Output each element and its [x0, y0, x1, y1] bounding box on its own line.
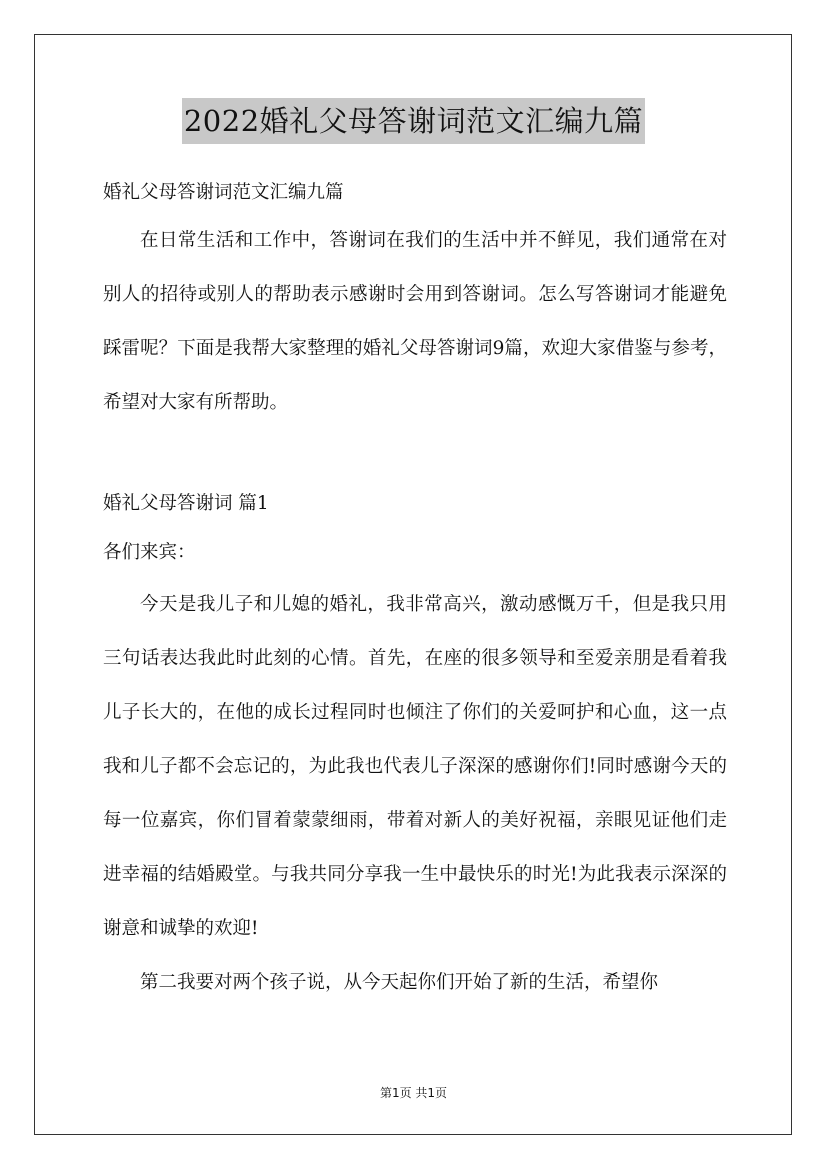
intro-paragraph: 在日常生活和工作中，答谢词在我们的生活中并不鲜见，我们通常在对别人的招待或别人的帮助表示感谢时会用到答谢词。怎么写答谢词才能避免踩雷呢？下面是我帮大家整理的婚礼父母答谢词9篇，欢迎大家借鉴与参考，希望对大家有所帮助。: [103, 230, 727, 413]
document-title: 2022婚礼父母答谢词范文汇编九篇: [182, 98, 645, 144]
section-heading: 婚礼父母答谢词 篇1: [103, 493, 269, 514]
title-container: [0, 98, 827, 144]
document-subtitle: 婚礼父母答谢词范文汇编九篇: [103, 182, 344, 203]
body-paragraph-1: 今天是我儿子和儿媳的婚礼，我非常高兴，激动感慨万千，但是我只用三句话表达我此时此刻的心情。首先，在座的很多领导和至爱亲朋是看着我儿子长大的，在他的成长过程同时也倾注了你们的关爱呵护和心血，这一点我和儿子都不会忘记的，为此我也代表儿子深深的感谢你们!同时感谢今天的每一位嘉宾，你们冒着蒙蒙细雨，带着对新人的美好祝福，亲眼见证他们走进幸福的结婚殿堂。与我共同分享我一生中最快乐的时光!为此我表示深深的谢意和诚挚的欢迎!: [103, 594, 727, 939]
section-spacer: [103, 430, 727, 480]
page-footer: 第1页 共1页: [379, 1086, 448, 1100]
greeting-line: 各们来宾：: [103, 542, 196, 563]
body-paragraph-2: 第二我要对两个孩子说，从今天起你们开始了新的生活，希望你: [140, 972, 659, 993]
document-body: [103, 172, 727, 1010]
